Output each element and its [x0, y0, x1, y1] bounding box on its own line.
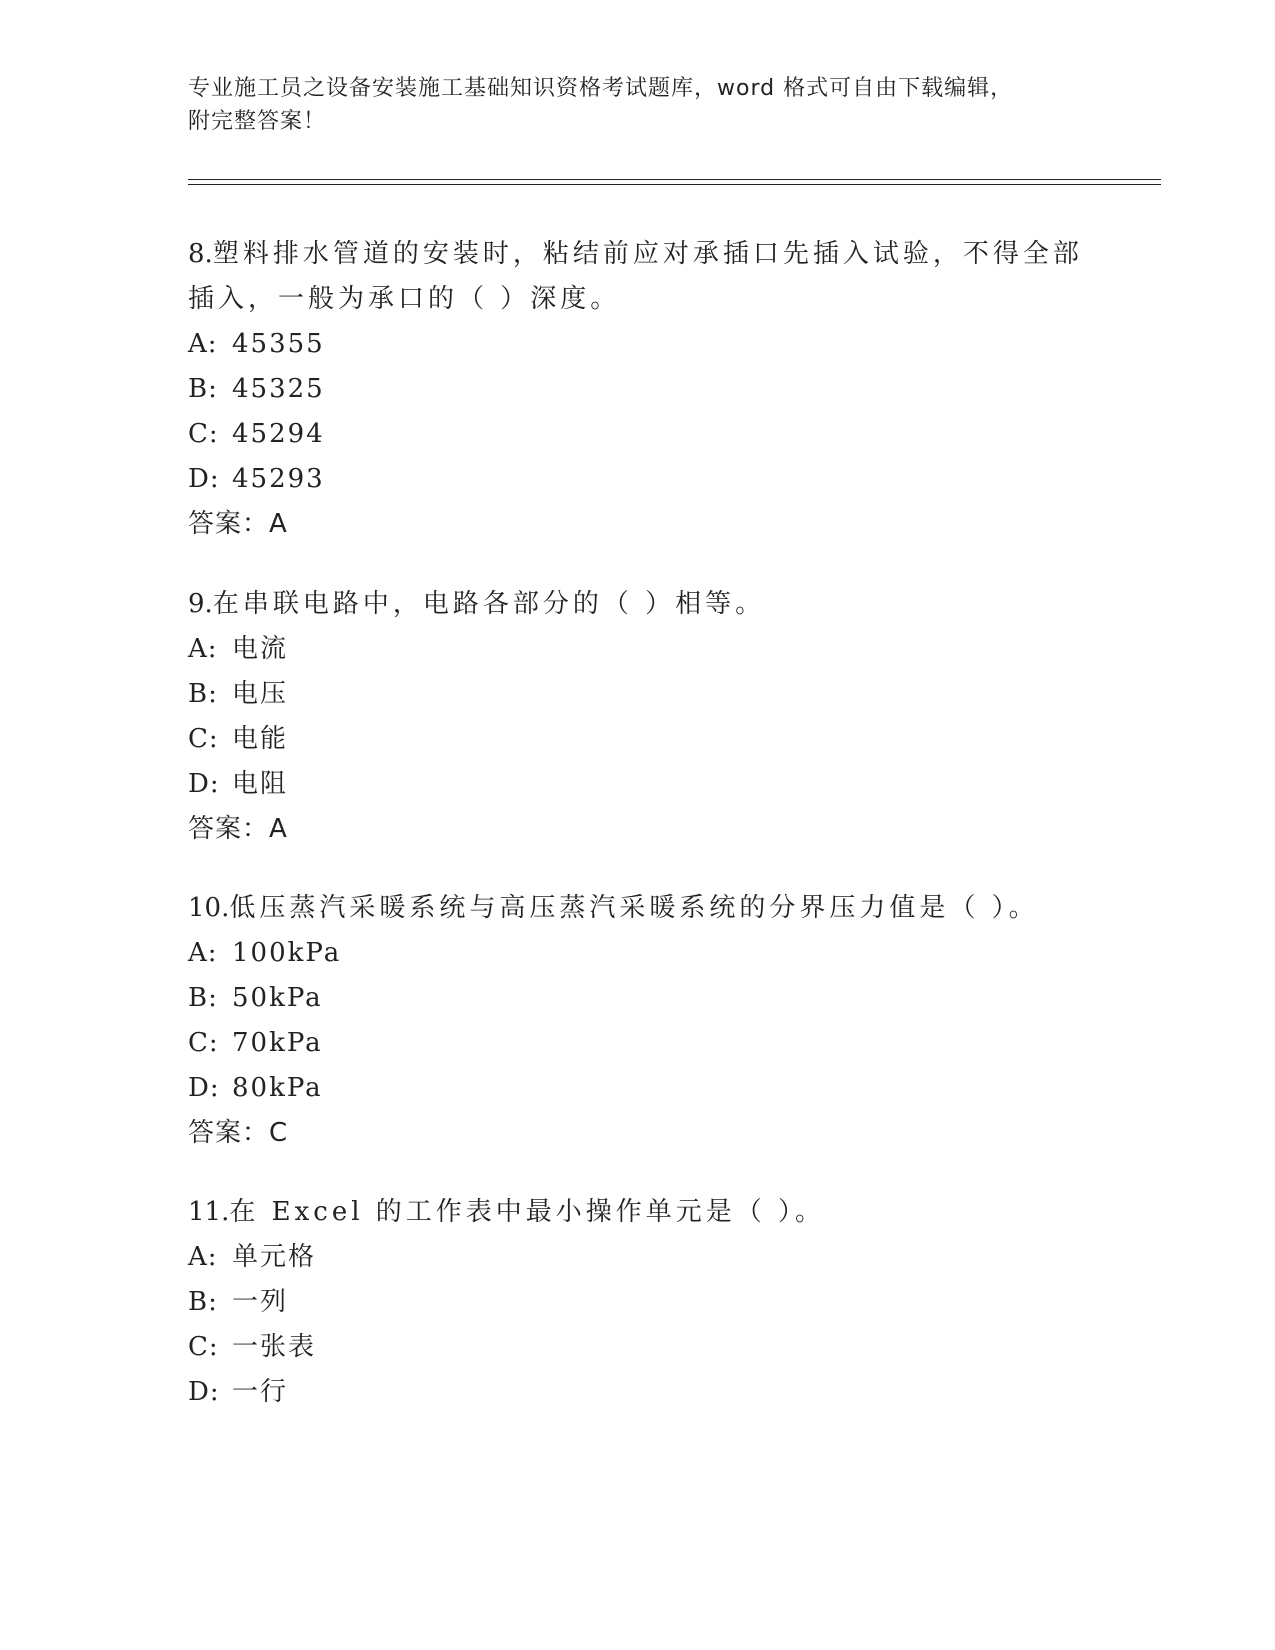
question-text-line1: 在串联电路中，电路各部分的（ ）相等。 [212, 589, 766, 619]
option-a [188, 627, 1088, 672]
option-letter: B: [188, 374, 218, 404]
question-stem [188, 582, 1088, 627]
option-text: 45294 [232, 419, 325, 449]
question-text-line1: 低压蒸汽采暖系统与高压蒸汽采暖系统的分界压力值是（ ）。 [229, 893, 1039, 923]
option-b [188, 1280, 1088, 1325]
question-number: 8. [188, 239, 213, 269]
option-text: 电压 [232, 679, 289, 709]
option-letter: D: [188, 769, 220, 799]
option-text: 单元格 [232, 1242, 317, 1272]
header-divider-bottom [188, 184, 1161, 185]
question-number: 10. [188, 893, 230, 923]
option-text: 一张表 [232, 1332, 317, 1362]
question-9 [188, 582, 1088, 852]
document-header [188, 72, 1088, 138]
question-8 [188, 232, 1088, 547]
answer-line: 答案：A [188, 509, 288, 539]
question-number: 9. [188, 589, 213, 619]
option-a [188, 322, 1088, 367]
option-letter: D: [188, 464, 220, 494]
question-stem [188, 1190, 1088, 1235]
question-stem [188, 232, 1088, 277]
option-c [188, 717, 1088, 762]
question-10 [188, 886, 1088, 1156]
option-d [188, 1066, 1088, 1111]
question-number: 11. [188, 1197, 230, 1227]
answer-line: 答案：C [188, 1118, 289, 1148]
option-d [188, 457, 1088, 502]
option-letter: D: [188, 1073, 220, 1103]
option-letter: C: [188, 724, 219, 754]
option-letter: B: [188, 983, 218, 1013]
option-text: 一行 [232, 1377, 289, 1407]
header-divider-top [188, 179, 1161, 180]
option-text: 45355 [232, 329, 325, 359]
option-letter: B: [188, 679, 218, 709]
option-b [188, 672, 1088, 717]
option-text: 一列 [232, 1287, 289, 1317]
option-letter: A: [188, 634, 218, 664]
option-text: 电阻 [232, 769, 289, 799]
option-letter: C: [188, 1332, 219, 1362]
option-text: 电流 [232, 634, 289, 664]
option-c [188, 1325, 1088, 1370]
option-text: 45325 [232, 374, 325, 404]
option-a [188, 931, 1088, 976]
option-text: 70kPa [232, 1028, 323, 1058]
option-letter: A: [188, 329, 218, 359]
option-b [188, 367, 1088, 412]
option-c [188, 1021, 1088, 1066]
option-b [188, 976, 1088, 1021]
option-text: 80kPa [232, 1073, 323, 1103]
option-letter: C: [188, 419, 219, 449]
option-letter: A: [188, 1242, 218, 1272]
option-text: 50kPa [232, 983, 323, 1013]
answer-line: 答案：A [188, 814, 288, 844]
header-title-line1: 专业施工员之设备安装施工基础知识资格考试题库，word 格式可自由下载编辑， [188, 76, 1014, 101]
option-text: 45293 [232, 464, 325, 494]
option-c [188, 412, 1088, 457]
question-11 [188, 1190, 1088, 1415]
option-text: 100kPa [232, 938, 342, 968]
option-d [188, 1370, 1088, 1415]
option-d [188, 762, 1088, 807]
header-title-line2: 附完整答案！ [188, 109, 327, 134]
option-text: 电能 [232, 724, 289, 754]
option-a [188, 1235, 1088, 1280]
option-letter: B: [188, 1287, 218, 1317]
question-stem [188, 886, 1088, 931]
question-text-line1: 在 Excel 的工作表中最小操作单元是（ ）。 [229, 1197, 826, 1227]
question-text-line2: 插入，一般为承口的（ ）深度。 [188, 284, 621, 314]
question-text-line1: 塑料排水管道的安装时，粘结前应对承插口先插入试验，不得全部 [212, 239, 1083, 269]
option-letter: A: [188, 938, 218, 968]
option-letter: C: [188, 1028, 219, 1058]
option-letter: D: [188, 1377, 220, 1407]
